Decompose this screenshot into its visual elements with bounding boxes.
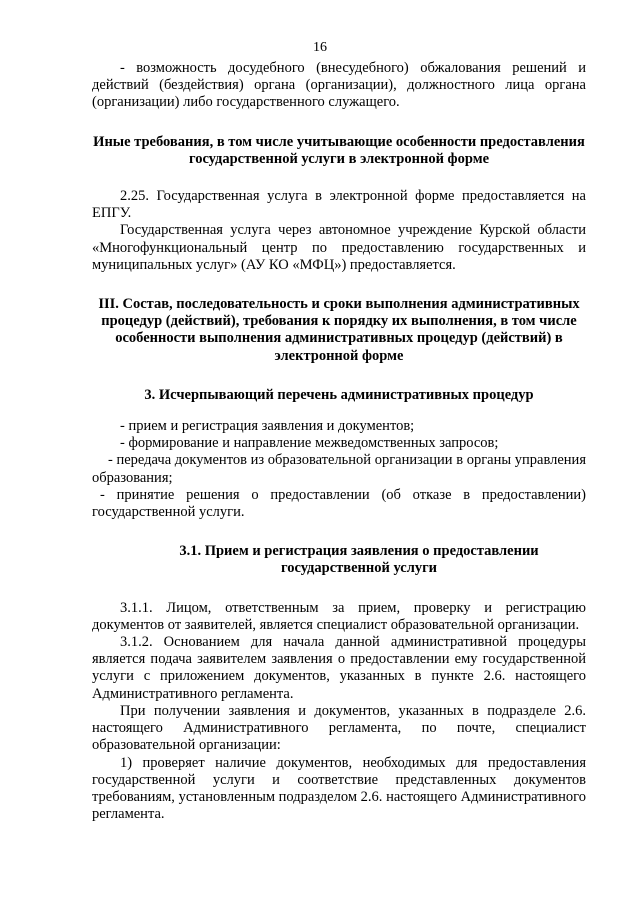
list-item: - формирование и направление межведомственных запросов;	[120, 435, 499, 452]
page-content	[92, 60, 586, 823]
page-number: 16	[313, 40, 327, 55]
paragraph-mfc: Государственная услуга через автономное учреждение Курской области «Многофункциональный центр по предоставлению государственных и муниципальных услуг» (АУ КО «МФЦ») предоставляется.	[92, 222, 586, 273]
paragraph-receipt-by-mail: При получении заявления и документов, указанных в подразделе 2.6. настоящего Административного регламента, по почте, специалист образовательной организации:	[92, 702, 586, 754]
heading-3-1: 3.1. Прием и регистрация заявления о предоставлении государственной услуги	[179, 543, 539, 577]
list-item: - передача документов из образовательной организации в органы управления образования;	[92, 452, 586, 486]
heading-3-procedures-list: 3. Исчерпывающий перечень административных процедур	[144, 386, 534, 403]
paragraph-3-1-1: 3.1.1. Лицом, ответственным за прием, проверку и регистрацию документов от заявителей, является специалист образовательной организации.	[92, 599, 586, 633]
list-item: - принятие решения о предоставлении (об отказе в предоставлении) государственной услуги.	[92, 486, 586, 521]
paragraph-3-1-2: 3.1.2. Основанием для начала данной административной процедуры является подача заявителем заявления о предоставлении ему государственной услуги с приложением документов, указанных в пункте 2.6. настоящего Административного регламента.	[92, 634, 586, 702]
paragraph-appeal-right: - возможность досудебного (внесудебного) обжалования решений и действий (бездействия) органа (организации), должностного лица органа (организации) либо государственного служащего.	[92, 60, 586, 111]
list-item: - прием и регистрация заявления и документов;	[120, 418, 415, 435]
paragraph-2-25: 2.25. Государственная услуга в электронной форме предоставляется на ЕПГУ.	[92, 188, 586, 222]
heading-section-iii: III. Состав, последовательность и сроки выполнения административных процедур (действий), требования к порядку их выполнения, в том числе особенности выполнения административных процедур (действий) в электронной форме	[98, 296, 580, 364]
paragraph-check-documents: 1) проверяет наличие документов, необходимых для предоставления государственной услуги и соответствие представленных документов требованиям, установленным подразделом 2.6. настоящего Административного регламента.	[92, 754, 586, 823]
procedures-list	[92, 418, 586, 521]
heading-other-requirements: Иные требования, в том числе учитывающие особенности предоставления государственной услуги в электронной форме	[93, 133, 585, 167]
